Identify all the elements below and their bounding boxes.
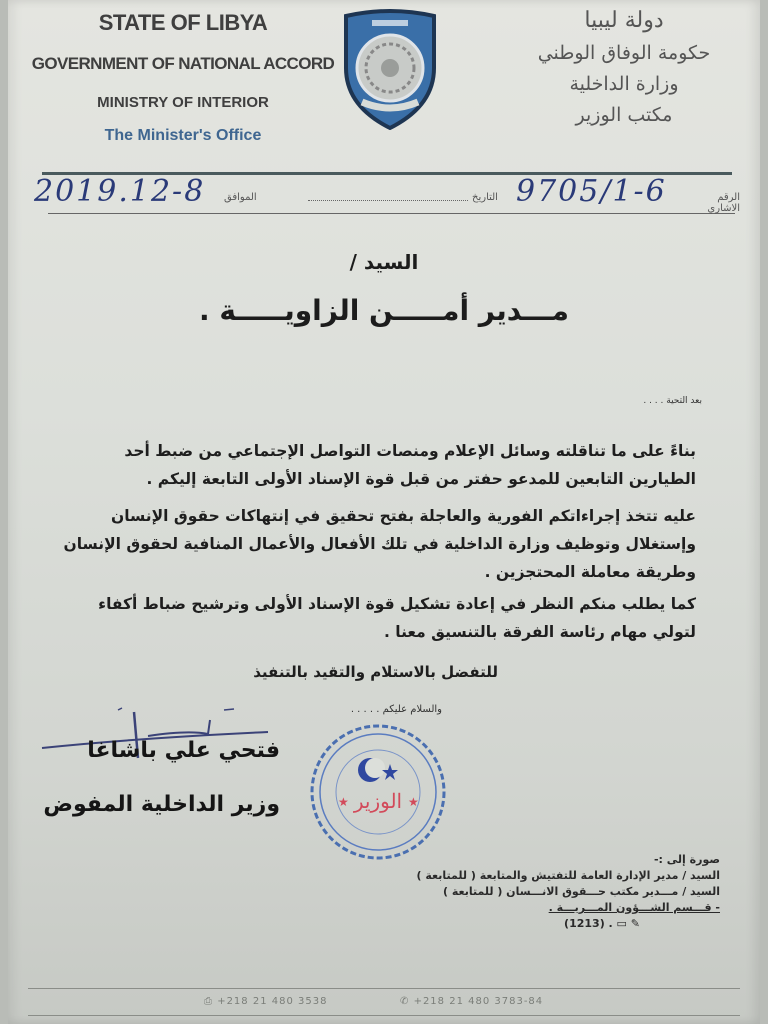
corresponding-label: الموافق xyxy=(224,192,257,203)
arabic-office: مكتب الوزير xyxy=(575,103,673,126)
salaam-line: والسلام عليكم . . . . . xyxy=(350,704,442,715)
phone-number: +218 21 480 3783-84 xyxy=(413,996,544,1007)
closing-line: للتفضل بالاستلام والتقيد بالتنفيذ xyxy=(253,663,498,681)
copies-reference: (1213) . ▭ ✎ xyxy=(564,917,640,930)
arabic-ministry: وزارة الداخلية xyxy=(569,73,679,96)
ministry-title: MINISTRY OF INTERIOR xyxy=(97,94,269,111)
signatory-name: فتحي علي باشاغا xyxy=(87,738,280,763)
letter-paper xyxy=(8,0,760,1024)
paragraph-3 xyxy=(58,590,696,646)
paragraph-1-text: على ما تناقلته وسائل الإعلام ومنصات التواصل الإجتماعي من ضبط أحد الطيارين التابعين للمدعو حفتر من قبل قوة الإسناد الأولى التابعة إليكم . xyxy=(124,442,696,488)
arabic-letterhead xyxy=(524,8,724,135)
paragraph-3-lead: كما xyxy=(670,595,696,613)
salutation: السيد / xyxy=(349,250,419,274)
footer-fax xyxy=(204,996,327,1007)
reference-number-label: الرقم الاشاري xyxy=(707,192,740,214)
footer-divider-bottom xyxy=(28,1015,740,1016)
date-dots xyxy=(308,200,468,201)
paragraph-2-text: تتخذ إجراءاتكم الفورية والعاجلة بفتح تحقيق في إنتهاكات حقوق الإنسان وإستغلال وتوظيف وزارة الداخلية في تلك الأفعال والأعمال المنافية لحقوق الإنسان وطريقة معاملة المحتجزين . xyxy=(63,507,696,581)
svg-text:الوزير: الوزير xyxy=(353,789,403,813)
paragraph-2 xyxy=(58,502,696,586)
copies-section xyxy=(400,852,720,932)
reference-row xyxy=(28,174,740,214)
english-letterhead xyxy=(28,6,338,145)
reference-number-value: 9705/1-6 xyxy=(516,174,667,209)
copies-heading: صورة إلى :- xyxy=(653,853,720,866)
copy-item: - قـــسم الشـــؤون المـــريـــة . xyxy=(548,901,720,914)
arabic-state: دولة ليبيا xyxy=(584,8,664,33)
greeting: بعد التحية . . . . xyxy=(643,396,702,406)
fax-number: +218 21 480 3538 xyxy=(217,996,328,1007)
state-title: STATE OF LIBYA xyxy=(98,10,268,35)
phone-icon: ✆ xyxy=(400,996,414,1007)
government-title: GOVERNMENT OF NATIONAL ACCORD xyxy=(31,54,335,73)
copy-item: السيد / مـــدير مكتب حـــقوق الانـــسان ( للمتابعة ) xyxy=(443,885,720,898)
signatory-title: وزير الداخلية المفوض xyxy=(43,792,280,817)
reference-underline xyxy=(48,213,735,214)
recipient: مـــدير أمـــــن الزاويـــــة . xyxy=(199,294,569,327)
corresponding-date-value: 2019.12-8 xyxy=(34,174,206,209)
fax-icon: ⎙ xyxy=(204,996,218,1007)
svg-text:★: ★ xyxy=(338,795,349,809)
arabic-government: حكومة الوفاق الوطني xyxy=(537,42,711,65)
official-stamp-icon xyxy=(308,722,448,862)
paragraph-1 xyxy=(58,437,696,493)
footer-divider-top xyxy=(28,988,740,989)
paragraph-2-lead: عليه xyxy=(663,507,696,525)
office-title: The Minister's Office xyxy=(104,127,262,144)
paragraph-1-lead: بناءً xyxy=(670,442,696,460)
paragraph-3-text: يطلب منكم النظر في إعادة تشكيل قوة الإسناد الأولى وترشيح ضباط أكفاء لتولي مهام رئاسة الفرقة بالتنسيق معنا . xyxy=(98,595,696,641)
copy-item: السيد / مدير الإدارة العامة للتفتيش والمتابعة ( للمتابعة ) xyxy=(416,869,720,882)
footer-phone xyxy=(400,996,543,1007)
ministry-emblem-icon xyxy=(338,6,442,130)
svg-text:★: ★ xyxy=(408,795,419,809)
date-label: التاريخ xyxy=(472,192,498,203)
